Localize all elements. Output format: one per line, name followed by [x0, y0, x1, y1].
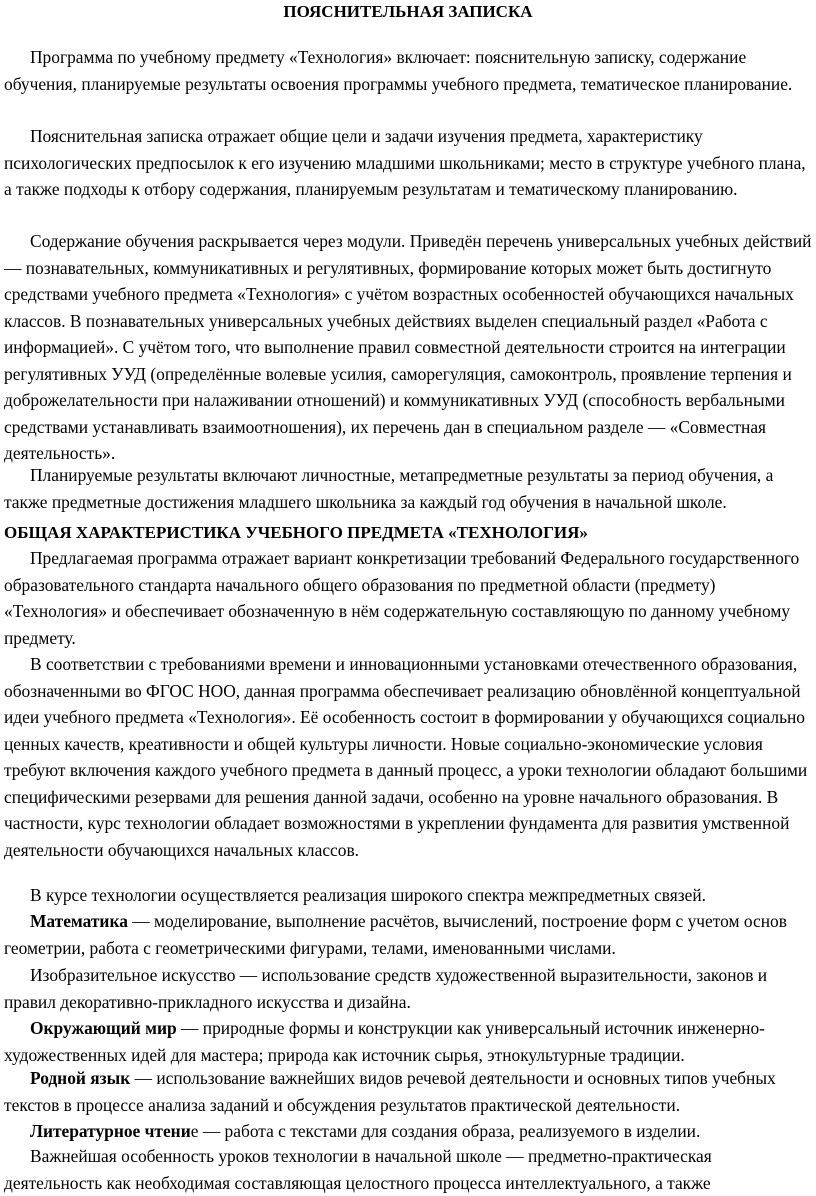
paragraph-interdisciplinary-text: В курсе технологии осуществляется реализация широкого спектра межпредметных связей. [30, 885, 707, 905]
paragraph-key-feature [4, 1143, 812, 1196]
world-term: Окружающий мир [30, 1018, 177, 1038]
paragraph-native-language-text [4, 1065, 812, 1118]
section-heading: ОБЩАЯ ХАРАКТЕРИСТИКА УЧЕБНОГО ПРЕДМЕТА «ТЕХНОЛОГИЯ» [4, 523, 588, 542]
native-language-term: Родной язык [30, 1068, 131, 1088]
paragraph-content-modules [4, 228, 812, 467]
page-title: ПОЯСНИТЕЛЬНАЯ ЗАПИСКА [283, 2, 533, 21]
math-term: Математика [30, 911, 128, 931]
native-language-description: — использование важнейших видов речевой деятельности и основных типов учебных текстов в процессе анализа заданий и обсуждения результатов практической деятельности. [4, 1068, 776, 1115]
paragraph-program-variant [4, 545, 812, 651]
paragraph-key-feature-text: Важнейшая особенность уроков технологии в начальной школе — предметно-практическая деятельность как необходимая составляющая целостного процесса интеллектуального, а также [4, 1146, 712, 1193]
paragraph-math-text [4, 908, 812, 961]
paragraph-interdisciplinary [4, 882, 812, 909]
paragraph-contents [4, 44, 812, 97]
literature-term: Литературное чтени [30, 1121, 191, 1141]
math-description: — моделирование, выполнение расчётов, вычислений, построение форм с учетом основ геометрии, работа с геометрическими фигурами, телами, именованными числами. [4, 911, 787, 958]
section-heading-block [4, 520, 812, 547]
literature-description: — работа с текстами для создания образа, реализуемого в изделии. [198, 1121, 701, 1141]
literature-term-tail: е [190, 1121, 199, 1141]
paragraph-literature [4, 1118, 812, 1145]
paragraph-explanatory-note [4, 123, 812, 203]
world-description: — природные формы и конструкции как универсальный источник инженерно-художественных идей для мастера; природа как источник сырья, этнокультурные традиции. [4, 1018, 765, 1065]
paragraph-planned-results [4, 462, 812, 515]
paragraph-art [4, 962, 812, 1015]
paragraph-art-text: Изобразительное искусство — использование средств художественной выразительности, законов и правил декоративно-прикладного искусства и дизайна. [4, 965, 768, 1012]
paragraph-world-text [4, 1015, 812, 1068]
paragraph-content-modules-text: Содержание обучения раскрывается через модули. Приведён перечень универсальных учебных действий — познавательных, коммуникативных и регулятивных, формирование которых может быть достигнуто средствами учебного предмета «Технология» с учётом возрастных особенностей обучающихся начальных классов. В познавательных универсальных учебных действиях выделен специальный раздел «Работа с информацией». С учётом того, что выполнение правил совместной деятельности строится на интеграции регулятивных УУД (определённые волевые усилия, саморегуляция, самоконтроль, проявление терпения и доброжелательности при налаживании отношений) и коммуникативных УУД (способность вербальными средствами устанавливать взаимоотношения), их перечень дан в специальном разделе — «Совместная деятельность». [4, 231, 812, 463]
paragraph-literature-text [4, 1118, 812, 1145]
paragraph-explanatory-note-text: Пояснительная записка отражает общие цели и задачи изучения предмета, характеристику психологических предпосылок к его изучению младшими школьниками; место в структуре учебного плана, а также подходы к отбору содержания, планируемым результатам и тематическому планированию. [4, 126, 806, 199]
paragraph-fgos-text: В соответствии с требованиями времени и инновационными установками отечественного образования, обозначенными во ФГОС НОО, данная программа обеспечивает реализацию обновлённой концептуальной идеи учебного предмета «Технология». Её особенность состоит в формировании у обучающихся социально ценных качеств, креативности и общей культуры личности. Новые социально-экономические условия требуют включения каждого учебного предмета в данный процесс, а уроки технологии обладают большими специфическими резервами для решения данной задачи, особенно на уровне начального образования. В частности, курс технологии обладает возможностями в укреплении фундамента для развития умственной деятельности обучающихся начальных классов. [4, 654, 808, 860]
paragraph-native-language [4, 1065, 812, 1118]
paragraph-math [4, 908, 812, 961]
paragraph-planned-results-text: Планируемые результаты включают личностные, метапредметные результаты за период обучения, а также предметные достижения младшего школьника за каждый год обучения в начальной школе. [4, 465, 774, 512]
paragraph-world [4, 1015, 812, 1068]
paragraph-fgos [4, 651, 812, 863]
paragraph-program-variant-text: Предлагаемая программа отражает вариант конкретизации требований Федерального государственного образовательного стандарта начального общего образования по предметной области (предмету) «Технология» и обеспечивает обозначенную в нём содержательную составляющую по данному учебному предмету. [4, 548, 800, 648]
paragraph-program-structure: Программа по учебному предмету «Технология» включает: пояснительную записку, содержание обучения, планируемые результаты освоения программы учебного предмета, тематическое планирование. [4, 47, 793, 94]
